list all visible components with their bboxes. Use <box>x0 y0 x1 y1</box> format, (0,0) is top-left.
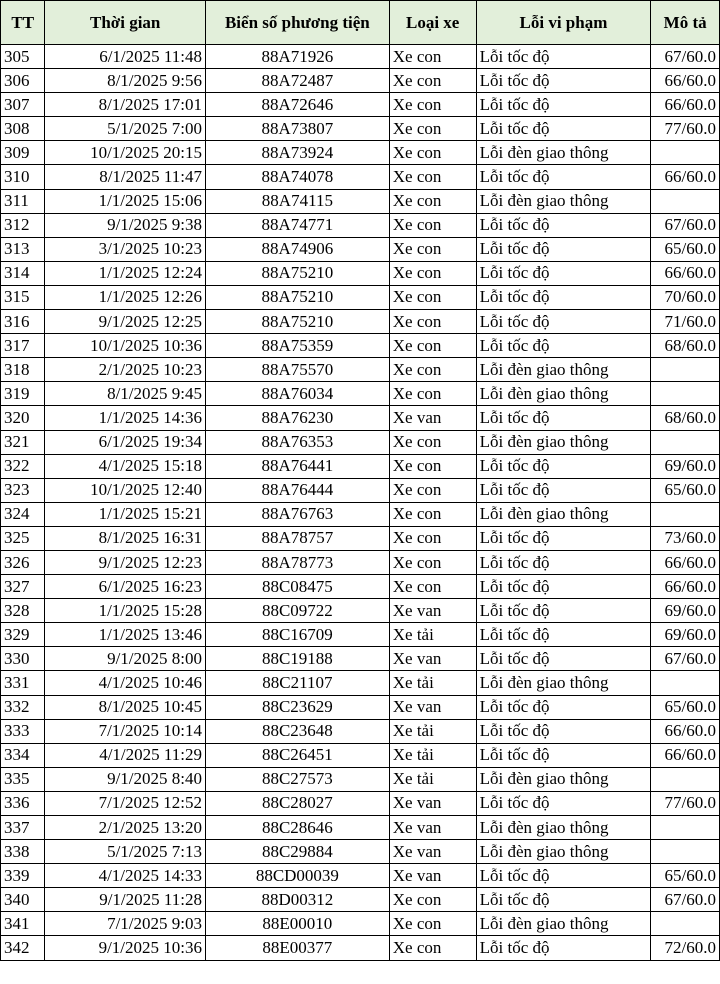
cell-vehicle-type: Xe con <box>389 550 476 574</box>
cell-time: 1/1/2025 15:21 <box>45 502 206 526</box>
cell-description: 70/60.0 <box>651 285 720 309</box>
cell-time: 8/1/2025 9:45 <box>45 382 206 406</box>
cell-description: 68/60.0 <box>651 406 720 430</box>
cell-violation: Lỗi đèn giao thông <box>476 358 651 382</box>
table-row <box>1 382 720 406</box>
cell-description <box>651 840 720 864</box>
cell-time: 1/1/2025 14:36 <box>45 406 206 430</box>
table-row <box>1 575 720 599</box>
cell-description <box>651 141 720 165</box>
cell-description: 69/60.0 <box>651 599 720 623</box>
cell-tt: 329 <box>1 623 45 647</box>
cell-time: 1/1/2025 15:28 <box>45 599 206 623</box>
cell-time: 4/1/2025 11:29 <box>45 743 206 767</box>
cell-violation: Lỗi đèn giao thông <box>476 671 651 695</box>
cell-tt: 317 <box>1 334 45 358</box>
cell-tt: 342 <box>1 936 45 960</box>
cell-tt: 316 <box>1 310 45 334</box>
cell-time: 9/1/2025 12:25 <box>45 310 206 334</box>
cell-time: 3/1/2025 10:23 <box>45 237 206 261</box>
cell-description <box>651 502 720 526</box>
cell-tt: 333 <box>1 719 45 743</box>
cell-plate: 88C09722 <box>205 599 389 623</box>
cell-plate: 88A78757 <box>205 526 389 550</box>
cell-violation: Lỗi tốc độ <box>476 237 651 261</box>
cell-violation: Lỗi đèn giao thông <box>476 840 651 864</box>
cell-time: 2/1/2025 10:23 <box>45 358 206 382</box>
table-row <box>1 719 720 743</box>
cell-time: 1/1/2025 15:06 <box>45 189 206 213</box>
cell-violation: Lỗi tốc độ <box>476 743 651 767</box>
cell-plate: 88A75570 <box>205 358 389 382</box>
cell-violation: Lỗi tốc độ <box>476 261 651 285</box>
cell-vehicle-type: Xe con <box>389 189 476 213</box>
cell-violation: Lỗi tốc độ <box>476 864 651 888</box>
cell-violation: Lỗi tốc độ <box>476 69 651 93</box>
table-row <box>1 285 720 309</box>
cell-tt: 309 <box>1 141 45 165</box>
header-type: Loại xe <box>389 1 476 45</box>
table-row <box>1 695 720 719</box>
cell-vehicle-type: Xe con <box>389 888 476 912</box>
cell-tt: 339 <box>1 864 45 888</box>
table-row <box>1 334 720 358</box>
cell-plate: 88A74906 <box>205 237 389 261</box>
cell-vehicle-type: Xe con <box>389 141 476 165</box>
cell-vehicle-type: Xe con <box>389 45 476 69</box>
cell-plate: 88C08475 <box>205 575 389 599</box>
table-row <box>1 767 720 791</box>
cell-description: 67/60.0 <box>651 45 720 69</box>
cell-time: 1/1/2025 13:46 <box>45 623 206 647</box>
cell-vehicle-type: Xe con <box>389 454 476 478</box>
cell-violation: Lỗi tốc độ <box>476 575 651 599</box>
cell-tt: 311 <box>1 189 45 213</box>
table-row <box>1 550 720 574</box>
table-row <box>1 791 720 815</box>
table-row <box>1 647 720 671</box>
cell-vehicle-type: Xe tải <box>389 671 476 695</box>
cell-description: 66/60.0 <box>651 69 720 93</box>
cell-time: 10/1/2025 20:15 <box>45 141 206 165</box>
cell-tt: 341 <box>1 912 45 936</box>
cell-violation: Lỗi đèn giao thông <box>476 141 651 165</box>
cell-vehicle-type: Xe con <box>389 69 476 93</box>
header-violation: Lỗi vi phạm <box>476 1 651 45</box>
cell-description: 71/60.0 <box>651 310 720 334</box>
cell-time: 9/1/2025 12:23 <box>45 550 206 574</box>
cell-violation: Lỗi tốc độ <box>476 695 651 719</box>
cell-plate: 88C19188 <box>205 647 389 671</box>
cell-vehicle-type: Xe con <box>389 358 476 382</box>
table-row <box>1 237 720 261</box>
cell-vehicle-type: Xe van <box>389 840 476 864</box>
cell-tt: 313 <box>1 237 45 261</box>
cell-vehicle-type: Xe van <box>389 406 476 430</box>
cell-time: 8/1/2025 17:01 <box>45 93 206 117</box>
header-desc: Mô tả <box>651 1 720 45</box>
cell-tt: 310 <box>1 165 45 189</box>
cell-tt: 325 <box>1 526 45 550</box>
cell-description: 66/60.0 <box>651 719 720 743</box>
cell-violation: Lỗi tốc độ <box>476 550 651 574</box>
cell-time: 4/1/2025 15:18 <box>45 454 206 478</box>
cell-violation: Lỗi đèn giao thông <box>476 189 651 213</box>
cell-plate: 88D00312 <box>205 888 389 912</box>
cell-time: 7/1/2025 10:14 <box>45 719 206 743</box>
cell-plate: 88C23648 <box>205 719 389 743</box>
cell-vehicle-type: Xe con <box>389 261 476 285</box>
cell-plate: 88A76353 <box>205 430 389 454</box>
table-header <box>1 1 720 45</box>
cell-plate: 88C29884 <box>205 840 389 864</box>
cell-description <box>651 358 720 382</box>
cell-violation: Lỗi tốc độ <box>476 888 651 912</box>
cell-description <box>651 382 720 406</box>
cell-vehicle-type: Xe con <box>389 334 476 358</box>
cell-description <box>651 816 720 840</box>
cell-vehicle-type: Xe van <box>389 647 476 671</box>
cell-tt: 331 <box>1 671 45 695</box>
cell-plate: 88E00010 <box>205 912 389 936</box>
table-row <box>1 599 720 623</box>
cell-time: 6/1/2025 19:34 <box>45 430 206 454</box>
cell-description: 66/60.0 <box>651 165 720 189</box>
cell-violation: Lỗi tốc độ <box>476 454 651 478</box>
table-row <box>1 888 720 912</box>
cell-plate: 88A75210 <box>205 310 389 334</box>
cell-time: 2/1/2025 13:20 <box>45 816 206 840</box>
cell-vehicle-type: Xe tải <box>389 719 476 743</box>
cell-vehicle-type: Xe con <box>389 285 476 309</box>
cell-tt: 337 <box>1 816 45 840</box>
cell-description: 69/60.0 <box>651 623 720 647</box>
cell-time: 8/1/2025 9:56 <box>45 69 206 93</box>
cell-plate: 88E00377 <box>205 936 389 960</box>
table-row <box>1 526 720 550</box>
table-row <box>1 69 720 93</box>
cell-tt: 327 <box>1 575 45 599</box>
cell-plate: 88A74771 <box>205 213 389 237</box>
cell-vehicle-type: Xe tải <box>389 767 476 791</box>
cell-violation: Lỗi tốc độ <box>476 165 651 189</box>
cell-description: 65/60.0 <box>651 478 720 502</box>
cell-vehicle-type: Xe con <box>389 93 476 117</box>
table-row <box>1 478 720 502</box>
cell-plate: 88C23629 <box>205 695 389 719</box>
table-row <box>1 912 720 936</box>
cell-time: 8/1/2025 16:31 <box>45 526 206 550</box>
cell-vehicle-type: Xe con <box>389 575 476 599</box>
cell-plate: 88A76763 <box>205 502 389 526</box>
cell-time: 9/1/2025 11:28 <box>45 888 206 912</box>
cell-description: 67/60.0 <box>651 647 720 671</box>
table-row <box>1 93 720 117</box>
cell-vehicle-type: Xe con <box>389 382 476 406</box>
table-row <box>1 623 720 647</box>
cell-vehicle-type: Xe van <box>389 816 476 840</box>
cell-time: 4/1/2025 14:33 <box>45 864 206 888</box>
cell-violation: Lỗi đèn giao thông <box>476 767 651 791</box>
cell-tt: 323 <box>1 478 45 502</box>
cell-violation: Lỗi đèn giao thông <box>476 430 651 454</box>
cell-tt: 307 <box>1 93 45 117</box>
cell-tt: 315 <box>1 285 45 309</box>
cell-vehicle-type: Xe con <box>389 502 476 526</box>
table-row <box>1 430 720 454</box>
cell-violation: Lỗi tốc độ <box>476 526 651 550</box>
cell-time: 4/1/2025 10:46 <box>45 671 206 695</box>
cell-time: 9/1/2025 8:00 <box>45 647 206 671</box>
cell-time: 1/1/2025 12:24 <box>45 261 206 285</box>
table-row <box>1 743 720 767</box>
cell-description <box>651 912 720 936</box>
cell-description: 68/60.0 <box>651 334 720 358</box>
cell-violation: Lỗi tốc độ <box>476 406 651 430</box>
cell-description: 66/60.0 <box>651 575 720 599</box>
header-plate: Biển số phương tiện <box>205 1 389 45</box>
cell-time: 9/1/2025 8:40 <box>45 767 206 791</box>
cell-time: 8/1/2025 11:47 <box>45 165 206 189</box>
cell-time: 9/1/2025 10:36 <box>45 936 206 960</box>
cell-time: 5/1/2025 7:00 <box>45 117 206 141</box>
cell-tt: 338 <box>1 840 45 864</box>
table-row <box>1 45 720 69</box>
cell-description: 66/60.0 <box>651 743 720 767</box>
cell-vehicle-type: Xe con <box>389 117 476 141</box>
cell-tt: 319 <box>1 382 45 406</box>
cell-description: 73/60.0 <box>651 526 720 550</box>
cell-tt: 334 <box>1 743 45 767</box>
cell-time: 10/1/2025 12:40 <box>45 478 206 502</box>
cell-time: 9/1/2025 9:38 <box>45 213 206 237</box>
cell-tt: 324 <box>1 502 45 526</box>
cell-plate: 88A76441 <box>205 454 389 478</box>
cell-vehicle-type: Xe con <box>389 310 476 334</box>
cell-plate: 88C28027 <box>205 791 389 815</box>
table-row <box>1 358 720 382</box>
cell-vehicle-type: Xe van <box>389 864 476 888</box>
cell-plate: 88A73807 <box>205 117 389 141</box>
header-time: Thời gian <box>45 1 206 45</box>
cell-description: 69/60.0 <box>651 454 720 478</box>
cell-violation: Lỗi đèn giao thông <box>476 912 651 936</box>
table-row <box>1 310 720 334</box>
cell-plate: 88C26451 <box>205 743 389 767</box>
cell-tt: 326 <box>1 550 45 574</box>
header-row <box>1 1 720 45</box>
cell-time: 10/1/2025 10:36 <box>45 334 206 358</box>
cell-plate: 88A75359 <box>205 334 389 358</box>
cell-description: 72/60.0 <box>651 936 720 960</box>
cell-violation: Lỗi đèn giao thông <box>476 502 651 526</box>
cell-description: 66/60.0 <box>651 261 720 285</box>
cell-violation: Lỗi tốc độ <box>476 93 651 117</box>
cell-violation: Lỗi tốc độ <box>476 334 651 358</box>
cell-description: 65/60.0 <box>651 237 720 261</box>
cell-tt: 328 <box>1 599 45 623</box>
cell-violation: Lỗi tốc độ <box>476 647 651 671</box>
cell-plate: 88C21107 <box>205 671 389 695</box>
cell-plate: 88A78773 <box>205 550 389 574</box>
cell-plate: 88A76230 <box>205 406 389 430</box>
table-row <box>1 864 720 888</box>
cell-description: 77/60.0 <box>651 117 720 141</box>
cell-description: 67/60.0 <box>651 213 720 237</box>
cell-vehicle-type: Xe con <box>389 526 476 550</box>
cell-vehicle-type: Xe van <box>389 791 476 815</box>
cell-vehicle-type: Xe con <box>389 213 476 237</box>
cell-violation: Lỗi tốc độ <box>476 310 651 334</box>
cell-time: 5/1/2025 7:13 <box>45 840 206 864</box>
cell-time: 7/1/2025 9:03 <box>45 912 206 936</box>
cell-violation: Lỗi đèn giao thông <box>476 382 651 406</box>
table-row <box>1 189 720 213</box>
cell-plate: 88A71926 <box>205 45 389 69</box>
cell-description <box>651 767 720 791</box>
cell-plate: 88A74115 <box>205 189 389 213</box>
cell-time: 6/1/2025 11:48 <box>45 45 206 69</box>
cell-violation: Lỗi tốc độ <box>476 719 651 743</box>
cell-violation: Lỗi tốc độ <box>476 285 651 309</box>
table-row <box>1 840 720 864</box>
cell-vehicle-type: Xe con <box>389 237 476 261</box>
cell-violation: Lỗi tốc độ <box>476 117 651 141</box>
cell-tt: 320 <box>1 406 45 430</box>
table-row <box>1 454 720 478</box>
cell-description: 66/60.0 <box>651 93 720 117</box>
cell-violation: Lỗi đèn giao thông <box>476 816 651 840</box>
table-row <box>1 816 720 840</box>
table-row <box>1 502 720 526</box>
cell-tt: 305 <box>1 45 45 69</box>
table-row <box>1 261 720 285</box>
cell-tt: 335 <box>1 767 45 791</box>
cell-tt: 314 <box>1 261 45 285</box>
cell-time: 1/1/2025 12:26 <box>45 285 206 309</box>
cell-tt: 332 <box>1 695 45 719</box>
cell-plate: 88C27573 <box>205 767 389 791</box>
cell-plate: 88A73924 <box>205 141 389 165</box>
table-row <box>1 141 720 165</box>
cell-description: 67/60.0 <box>651 888 720 912</box>
table-row <box>1 213 720 237</box>
cell-time: 8/1/2025 10:45 <box>45 695 206 719</box>
cell-violation: Lỗi tốc độ <box>476 791 651 815</box>
table-row <box>1 117 720 141</box>
table-row <box>1 936 720 960</box>
cell-violation: Lỗi tốc độ <box>476 936 651 960</box>
cell-plate: 88CD00039 <box>205 864 389 888</box>
cell-plate: 88C16709 <box>205 623 389 647</box>
header-tt: TT <box>1 1 45 45</box>
cell-time: 6/1/2025 16:23 <box>45 575 206 599</box>
cell-vehicle-type: Xe con <box>389 165 476 189</box>
cell-tt: 306 <box>1 69 45 93</box>
table-row <box>1 406 720 430</box>
cell-tt: 308 <box>1 117 45 141</box>
cell-description: 65/60.0 <box>651 864 720 888</box>
cell-tt: 322 <box>1 454 45 478</box>
cell-description: 77/60.0 <box>651 791 720 815</box>
cell-plate: 88A74078 <box>205 165 389 189</box>
cell-plate: 88A72487 <box>205 69 389 93</box>
cell-vehicle-type: Xe con <box>389 936 476 960</box>
cell-plate: 88A72646 <box>205 93 389 117</box>
cell-description: 66/60.0 <box>651 550 720 574</box>
cell-violation: Lỗi tốc độ <box>476 478 651 502</box>
cell-description <box>651 671 720 695</box>
cell-description: 65/60.0 <box>651 695 720 719</box>
cell-tt: 312 <box>1 213 45 237</box>
cell-plate: 88C28646 <box>205 816 389 840</box>
cell-violation: Lỗi tốc độ <box>476 623 651 647</box>
cell-violation: Lỗi tốc độ <box>476 599 651 623</box>
cell-vehicle-type: Xe van <box>389 599 476 623</box>
cell-tt: 318 <box>1 358 45 382</box>
cell-plate: 88A76034 <box>205 382 389 406</box>
cell-description <box>651 430 720 454</box>
cell-plate: 88A76444 <box>205 478 389 502</box>
cell-vehicle-type: Xe con <box>389 912 476 936</box>
cell-plate: 88A75210 <box>205 285 389 309</box>
table-row <box>1 671 720 695</box>
table-row <box>1 165 720 189</box>
cell-vehicle-type: Xe tải <box>389 743 476 767</box>
cell-violation: Lỗi tốc độ <box>476 213 651 237</box>
cell-vehicle-type: Xe van <box>389 695 476 719</box>
cell-vehicle-type: Xe tải <box>389 623 476 647</box>
cell-time: 7/1/2025 12:52 <box>45 791 206 815</box>
cell-vehicle-type: Xe con <box>389 430 476 454</box>
cell-description <box>651 189 720 213</box>
cell-tt: 330 <box>1 647 45 671</box>
cell-tt: 336 <box>1 791 45 815</box>
table-body <box>1 45 720 961</box>
cell-vehicle-type: Xe con <box>389 478 476 502</box>
cell-tt: 321 <box>1 430 45 454</box>
cell-violation: Lỗi tốc độ <box>476 45 651 69</box>
cell-tt: 340 <box>1 888 45 912</box>
cell-plate: 88A75210 <box>205 261 389 285</box>
